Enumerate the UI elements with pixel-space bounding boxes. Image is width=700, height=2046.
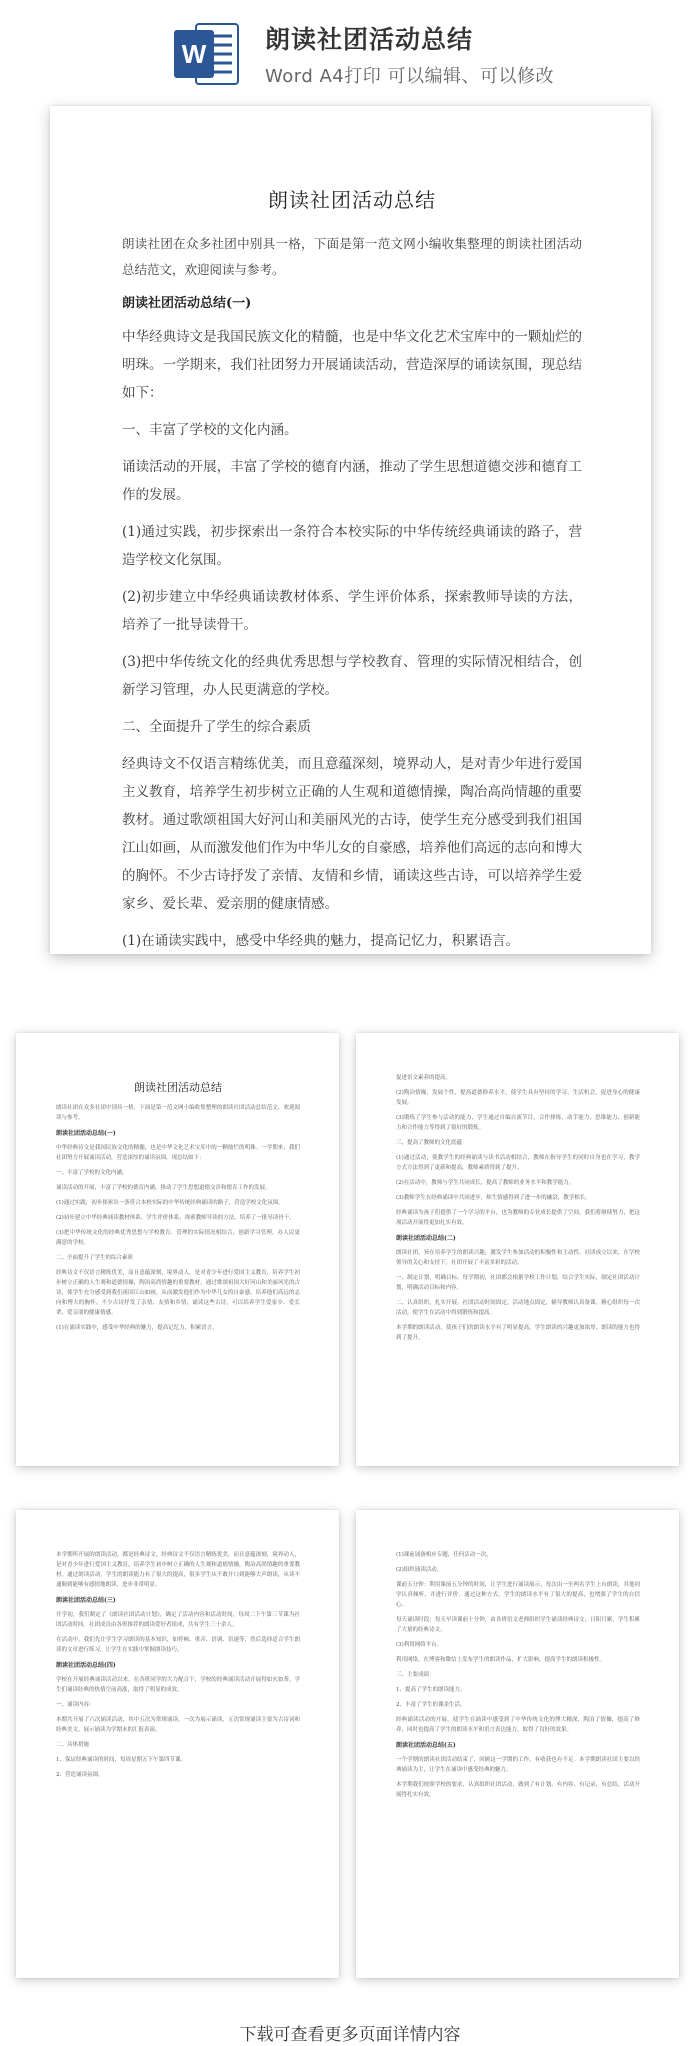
document-title: 朗读社团活动总结 [268,188,436,212]
thumb-paragraph: 在活动中，我们先让学生学习朗读的基本知识，如停顿、重音、语调、语速等，然后选择适合学生朗读的文章进行练习，让学生在实践中掌握朗读技巧。 [56,1637,300,1653]
download-more-pages-text[interactable]: 下载可查看更多页面详情内容 [239,2025,461,2045]
thumb-section-title: 朗读社团活动总结(一) [56,1130,116,1137]
thumb-paragraph: 2、营造诵读氛围。 [56,1772,104,1778]
thumb-paragraph: 三、提高了教师的文化底蕴 [396,1140,463,1146]
thumb-paragraph: 中华经典诗文是我国民族文化的精髓，也是中华文化艺术宝库中的一颗灿烂的明珠。一学期来，我们社团努力开展诵读活动，营造深厚的诵读氛围，现总结如下： [56,1145,300,1161]
thumb-paragraph: 经典诵读为孩子们提供了一个学习的平台，也为教师的专业成长提供了空间，我们将继续努力，把这项活动开展得更加扎实有效。 [396,1210,640,1226]
document-body [122,184,582,964]
header-title: 朗读社团活动总结 [265,25,474,54]
thumb-paragraph: (2)初步建立中华经典诵读教材体系、学生评价体系，探索教师导读的方法，培养了一批导读骨干。 [56,1215,295,1221]
paragraph: 中华经典诗文是我国民族文化的精髓，也是中华文化艺术宝库中的一颗灿烂的明珠。一学期来，我们社团努力开展诵读活动，营造深厚的诵读氛围，现总结如下： [122,329,582,401]
thumb-paragraph: 二、具体措施 [56,1742,90,1748]
thumb-paragraph: 1、提高了学生的朗读能力。 [396,1687,466,1693]
thumb-paragraph: 开学初，我们制定了《朗读社团活动计划》，确定了活动内容和活动时间，每周二下午第三节课为社团活动时间。社团成员由各班推荐的朗读爱好者组成，共有学生三十余人。 [56,1612,300,1628]
thumb-title: 朗读社团活动总结 [134,1081,222,1094]
thumb-paragraph: 学校在开展经典诵读活动以来，在各班同学的大力配合下，学校的经典诵读活动开展得如火如荼，学生们诵读经典的热情空前高涨，取得了明显的成效。 [56,1677,300,1693]
thumb-paragraph: 三、主要成绩： [396,1672,435,1678]
thumb-paragraph: 每天诵读时段：每天早读课前十分钟，由各班语文老师组织学生诵读经典诗文，日积月累，学生积累了大量的经典诗文。 [396,1617,640,1633]
thumb-paragraph: 本期共开展了六次诵读活动，其中五次为常规诵读，一次为展示诵读，五次常规诵读主要为古诗词和经典美文，展示诵读为学期末的汇报表演。 [56,1717,300,1733]
thumb-paragraph: 经典诵读活动的开展，使学生在诵读中感受到了中华传统文化的博大精深，陶冶了情操，提高了修养，同时也提高了学生的朗读水平和语言表达能力，取得了良好的效果。 [396,1717,640,1733]
thumb-paragraph: 一、丰富了学校的文化内涵。 [56,1170,128,1176]
header [0,0,700,105]
thumb-paragraph: 利用网络，在博客和微信上发布学生的朗读作品，扩大影响，提高学生的朗读积极性。 [396,1657,606,1663]
document-page-preview [50,106,651,954]
thumb-section-title: 朗读社团活动总结(四) [56,1662,116,1669]
heading-one: 一、丰富了学校的文化内涵。 [122,422,298,438]
page-thumbnail-2[interactable] [356,1033,679,1466]
thumb-paragraph: 本学期所开展的朗读活动，都是经典诗文，经典诗文不仅语言精练优美，而且意蕴深刻，境界动人，是对青少年进行爱国主义教育，培养学生初步树立正确的人生观和道德情操，陶冶高尚情趣的重要教材。通过朗读活动，学生的朗读能力有了很大的提高，很多学生从不敢开口到能够大声朗读，从读不通顺到能够有感情地朗读，进步非常明显。 [56,1552,300,1588]
paragraph: (3)把中华传统文化的经典优秀思想与学校教育、管理的实际情况相结合，创新学习管理，办人民更满意的学校。 [122,654,582,698]
thumb-paragraph: 一、制定计划，明确目标。每学期初，社团都会根据学校工作计划，结合学生实际，制定社团活动计划，明确活动目标和内容。 [396,1275,640,1291]
thumb-paragraph: 本学期我们按照学校的要求，认真组织社团活动，做到了有计划、有内容、有记录、有总结，活动开展得扎实有效。 [396,1782,640,1798]
thumb-paragraph: (3)利用网络平台。 [396,1642,443,1648]
thumb-paragraph: (3)教师学生在经典诵读中共同进步，师生情感得到了进一步的融洽，教学相长。 [396,1195,591,1201]
thumb-section-title: 朗读社团活动总结(二) [396,1235,456,1242]
heading-two: 二、全面提升了学生的综合素质 [122,719,311,735]
thumb-paragraph: (3)锻炼了学生参与活动的能力，学生通过自编自演节目，合作排练，动手能力、思维能力、创新能力和合作能力等得到了很好的锻炼。 [396,1115,640,1131]
thumb-section-title: 朗读社团活动总结(三) [56,1597,116,1604]
paragraph: (1)通过实践，初步探索出一条符合本校实际的中华传统经典诵读的路子，营造学校文化氛围。 [122,524,582,568]
page-thumbnail-4[interactable] [356,1510,679,1978]
thumb-paragraph: 本学期的朗读活动，使孩子们的朗读水平有了明显提高，学生朗读的兴趣更加浓厚，朗读的能力也得到了提升。 [396,1325,640,1341]
thumb-paragraph: 1、保证经典诵读的时间，每周星期五下午第四节课。 [56,1757,187,1763]
paragraph: (2)初步建立中华经典诵读教材体系、学生评价体系，探索教师导读的方法，培养了一批导读骨干。 [122,589,582,633]
thumb-paragraph: 二、认真组织，扎实开展。社团活动时间固定，活动地点固定，辅导教师认真备课，精心组织每一次活动，使学生在活动中得到锻炼和提高。 [396,1300,640,1316]
thumb-paragraph: (1)课前诵备相应专题，任何活动一次。 [396,1552,492,1558]
thumb-paragraph: (1)通过实践，初步探索出一条符合本校实际的中华传统经典诵读的路子，营造学校文化氛围。 [56,1200,284,1206]
word-document-icon [172,20,242,88]
paragraph: (1)在诵读实践中，感受中华经典的魅力，提高记忆力，积累语言。 [122,933,520,949]
page-thumbnail-3[interactable] [16,1510,339,1978]
thumb-paragraph: (3)把中华传统文化的经典优秀思想与学校教育、管理的实际情况相结合，创新学习管理，办人民更满意的学校。 [56,1230,300,1246]
thumb-paragraph: 课前五分钟：利用课前五分钟的时间，让学生进行诵读展示，每次由一至两名学生上台朗读，其他同学认真倾听，并进行评价。通过这种方式，学生的朗读水平有了很大的提高，也增强了学生的自信心。 [396,1582,640,1608]
thumb-paragraph: (2)陶冶情操，发展个性，提高道德修养水平，使学生具有坚持的学习、生活机会，促进身心的健康发展。 [396,1090,640,1106]
thumb-paragraph: (2)组织诵读活动。 [396,1567,443,1573]
thumb-paragraph: 朗读社团，旨在培养学生的朗读兴趣，激发学生参加活动的积极性和主动性。社团成立以来，在学校领导的关心和支持下，社团开展了丰富多彩的活动。 [396,1250,640,1266]
thumb-section-title: 朗读社团活动总结(五) [396,1742,456,1749]
thumb-paragraph: 二、全面提升了学生的综合素质 [56,1255,134,1261]
thumb-paragraph: 2、丰富了学生的课余生活。 [396,1702,466,1708]
section-title: 朗读社团活动总结(一) [122,296,252,311]
page-thumbnail-1[interactable] [16,1033,339,1466]
thumb-paragraph: (1)在诵读实践中，感受中华经典的魅力，提高记忆力，积累语言。 [56,1325,218,1331]
paragraph: 诵读活动的开展，丰富了学校的德育内涵，推动了学生思想道德交涉和德育工作的发展。 [122,459,582,503]
thumb-paragraph: 一、诵读内容： [56,1702,95,1708]
thumb-paragraph: 促进语文素养的提高。 [396,1075,452,1081]
word-icon-letter: W [181,39,207,69]
thumb-paragraph: 诵读活动的开展，丰富了学校的德育内涵，推动了学生思想道德交涉和德育工作的发展。 [56,1185,271,1191]
header-subtitle: Word A4打印 可以编辑、可以修改 [265,66,554,87]
thumb-paragraph: 经典诗文不仅语言精练优美，而且意蕴深刻，境界动人，是对青少年进行爱国主义教育，培养学生初步树立正确的人生观和道德情操，陶冶高尚情趣的重要教材。通过歌颂祖国大好河山和美丽风光的古诗，使学生充分感受到我们祖国江山如画，从而激发他们作为中华儿女的自豪感，培养他们高远的志向和博大的胸怀。不少古诗抒发了亲情、友情和乡情，诵读这些古诗，可以培养学生爱家乡、爱长辈、爱亲朋的健康情感。 [56,1270,300,1316]
thumb-paragraph: 一个学期的朗读社团活动结束了，回顾这一学期的工作，有收获也有不足。本学期朗读社团主要以经典诵读为主，让学生在诵读中感受经典的魅力。 [396,1757,640,1773]
paragraph: 经典诗文不仅语言精练优美，而且意蕴深刻，境界动人，是对青少年进行爱国主义教育，培养学生初步树立正确的人生观和道德情操，陶冶高尚情趣的重要教材。通过歌颂祖国大好河山和美丽风光的古诗，使学生充分感受到我们祖国江山如画，从而激发他们作为中华儿女的自豪感，培养他们高远的志向和博大的胸怀。不少古诗抒发了亲情、友情和乡情，诵读这些古诗，可以培养学生爱家乡、爱长辈、爱亲朋的健康情感。 [122,756,582,912]
thumb-paragraph: (2)在活动中，教师与学生共同成长，提高了教师的业务水平和教学能力。 [396,1180,575,1186]
thumb-paragraph: (1)通过活动，使教学生的经典诵读与读书活动相结合，教师在指导学生的同时自身也在学习，教学方式方法得到了更新和提高，教师素质得到了提升。 [396,1155,640,1171]
intro-paragraph: 朗读社团在众多社团中别具一格，下面是第一范文网小编收集整理的朗读社团活动总结范文，欢迎阅读与参考。 [122,236,582,277]
thumb-paragraph: 朗读社团在众多社团中别具一格，下面是第一范文网小编收集整理的朗读社团活动总结范文，欢迎阅读与参考。 [56,1105,300,1121]
